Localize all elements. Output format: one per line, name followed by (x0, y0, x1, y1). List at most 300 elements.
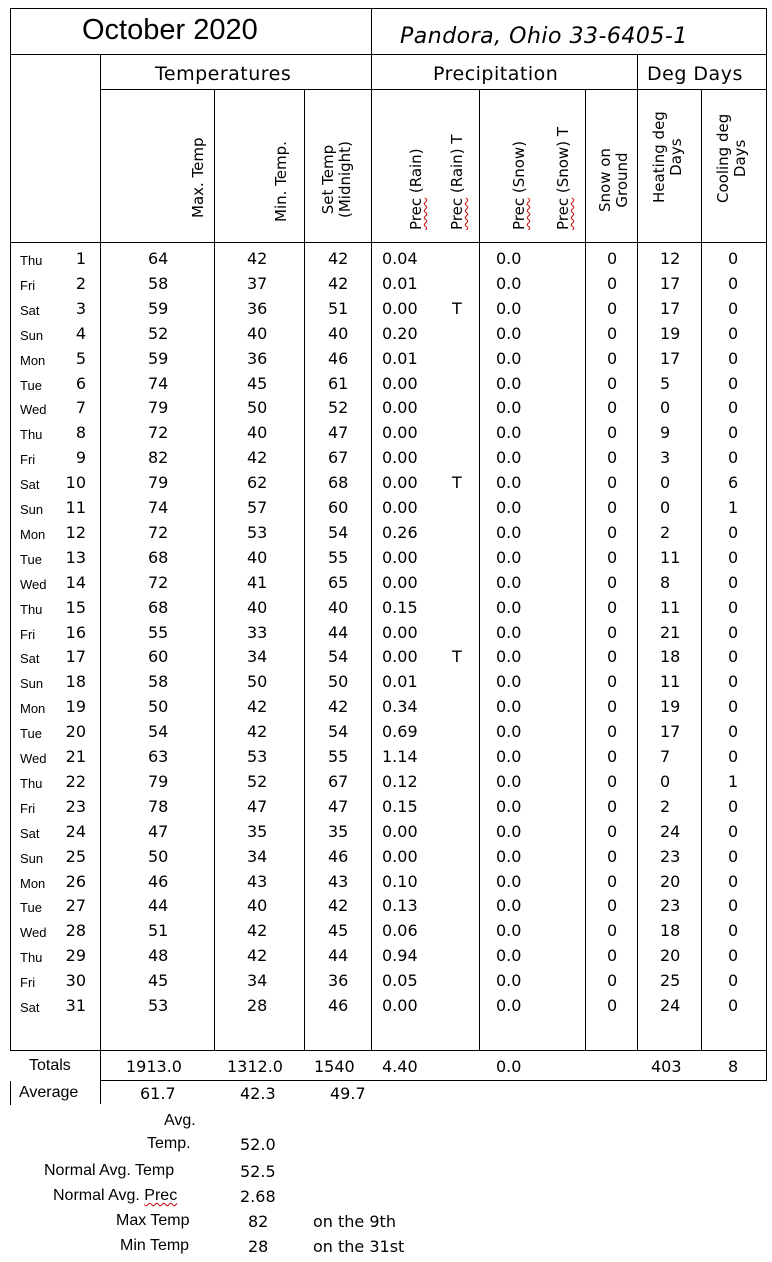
cell-max: 72 (148, 423, 169, 443)
table-row (0, 521, 772, 545)
cell-min: 28 (247, 996, 268, 1015)
cell-hdd: 18 (660, 921, 681, 941)
cell-set: 42 (328, 249, 349, 268)
cell-day: 28 (65, 921, 86, 941)
cell-rain: 0.00 (382, 473, 418, 493)
cell-cdd: 0 (728, 572, 739, 592)
table-row (0, 795, 772, 819)
cell-min: 50 (247, 672, 268, 692)
cell-min: 42 (247, 921, 268, 941)
cell-day: 17 (65, 647, 86, 667)
cell-rain: 0.00 (382, 622, 418, 642)
table-row (0, 919, 772, 943)
cell-hdd: 23 (660, 896, 681, 916)
cell-hdd: 8 (660, 572, 671, 592)
cell-hdd: 17 (660, 722, 681, 742)
summary-min-note: on the 31st (313, 1237, 405, 1256)
summary-avg-label-2: Temp. (147, 1135, 191, 1152)
cell-rain-t: T (452, 473, 462, 493)
cell-dow: Fri (20, 626, 36, 642)
cell-snow: 0.0 (496, 622, 522, 642)
cell-day: 21 (65, 747, 86, 766)
cell-ground: 0 (607, 946, 618, 966)
cell-day: 26 (65, 871, 86, 891)
cell-dow: Thu (20, 427, 43, 443)
cell-min: 37 (247, 273, 268, 293)
cell-rain: 0.94 (382, 946, 418, 966)
cell-ground: 0 (607, 896, 618, 916)
cell-max: 72 (148, 522, 169, 542)
cell-min: 33 (247, 622, 268, 642)
cell-day: 5 (75, 348, 86, 368)
cell-cdd: 0 (728, 821, 739, 841)
cell-snow: 0.0 (496, 697, 522, 717)
cell-max: 58 (148, 672, 169, 692)
cell-rain: 0.01 (382, 348, 418, 368)
rule-header-bottom (10, 242, 767, 243)
cell-max: 46 (148, 871, 169, 891)
cell-set: 47 (328, 796, 349, 816)
average-max: 61.7 (140, 1084, 176, 1103)
table-row (0, 745, 772, 769)
cell-cdd: 0 (728, 996, 739, 1015)
cell-snow: 0.0 (496, 547, 522, 567)
station-name: Pandora, Ohio 33-6405-1 (400, 24, 688, 49)
cell-hdd: 2 (660, 796, 671, 816)
cell-rain: 0.00 (382, 846, 418, 866)
cell-ground: 0 (607, 821, 618, 841)
cell-dow: Sun (20, 676, 44, 692)
cell-dow: Sat (20, 1000, 40, 1015)
cell-rain: 0.10 (382, 871, 418, 891)
cell-hdd: 25 (660, 971, 681, 991)
cell-hdd: 17 (660, 298, 681, 318)
cell-min: 34 (247, 647, 268, 667)
cell-hdd: 5 (660, 373, 671, 393)
cell-min: 35 (247, 821, 268, 841)
cell-snow: 0.0 (496, 672, 522, 692)
cell-set: 61 (328, 373, 349, 393)
cell-ground: 0 (607, 971, 618, 991)
cell-hdd: 12 (660, 249, 681, 268)
cell-day: 4 (75, 323, 86, 343)
table-row (0, 695, 772, 719)
table-row (0, 446, 772, 470)
cell-min: 42 (247, 448, 268, 468)
totals-max: 1913.0 (126, 1057, 182, 1076)
cell-cdd: 0 (728, 348, 739, 368)
cell-max: 51 (148, 921, 169, 941)
cell-set: 67 (328, 771, 349, 791)
cell-rain: 0.26 (382, 522, 418, 542)
cell-ground: 0 (607, 522, 618, 542)
cell-set: 42 (328, 697, 349, 717)
cell-hdd: 20 (660, 946, 681, 966)
cell-rain: 0.00 (382, 298, 418, 318)
col-header-cooling-deg-days: Cooling deg Days (714, 113, 749, 203)
totals-label: Totals (29, 1057, 71, 1074)
cell-cdd: 0 (728, 672, 739, 692)
cell-snow: 0.0 (496, 921, 522, 941)
cell-day: 25 (65, 846, 86, 866)
summary-min-value: 28 (248, 1237, 269, 1256)
cell-min: 42 (247, 249, 268, 268)
cell-snow: 0.0 (496, 996, 522, 1015)
cell-min: 40 (247, 896, 268, 916)
cell-snow: 0.0 (496, 597, 522, 617)
table-row (0, 894, 772, 918)
cell-hdd: 0 (660, 473, 671, 493)
cell-dow: Wed (20, 576, 47, 592)
cell-cdd: 0 (728, 647, 739, 667)
cell-set: 60 (328, 498, 349, 517)
cell-dow: Thu (20, 775, 43, 791)
summary-normal-prec-label: Normal Avg. Prec (53, 1187, 178, 1204)
cell-cdd: 0 (728, 398, 739, 418)
report-title: October 2020 (82, 14, 258, 46)
cell-ground: 0 (607, 423, 618, 443)
rule-top (10, 8, 767, 9)
cell-dow: Fri (20, 452, 36, 468)
cell-snow: 0.0 (496, 448, 522, 468)
cell-rain: 0.34 (382, 697, 418, 717)
totals-hdd: 403 (651, 1057, 682, 1076)
cell-snow: 0.0 (496, 398, 522, 418)
cell-hdd: 21 (660, 622, 681, 642)
col-header-prec-snow: Prec (Snow) (510, 140, 528, 230)
cell-day: 14 (65, 572, 86, 592)
cell-day: 7 (75, 398, 86, 418)
cell-day: 20 (65, 722, 86, 742)
cell-set: 44 (328, 946, 349, 966)
cell-set: 54 (328, 522, 349, 542)
summary-normal-temp-label: Normal Avg. Temp (44, 1162, 175, 1179)
cell-min: 45 (247, 373, 268, 393)
cell-cdd: 0 (728, 896, 739, 916)
table-row (0, 944, 772, 968)
cell-day: 23 (65, 796, 86, 816)
cell-min: 47 (247, 796, 268, 816)
cell-min: 36 (247, 348, 268, 368)
col-header-prec-snow-trace: Prec (Snow) T (554, 127, 572, 230)
rule-group-bottom (100, 89, 767, 90)
table-row (0, 496, 772, 520)
cell-min: 42 (247, 722, 268, 742)
cell-cdd: 6 (728, 473, 739, 493)
table-row (0, 247, 772, 271)
cell-hdd: 18 (660, 647, 681, 667)
table-row (0, 396, 772, 420)
cell-hdd: 23 (660, 846, 681, 866)
cell-ground: 0 (607, 747, 618, 766)
cell-set: 54 (328, 647, 349, 667)
cell-max: 74 (148, 498, 169, 517)
cell-day: 29 (65, 946, 86, 966)
table-row (0, 322, 772, 346)
cell-dow: Fri (20, 277, 36, 293)
cell-day: 22 (65, 771, 86, 791)
cell-rain: 0.00 (382, 647, 418, 667)
cell-day: 6 (75, 373, 86, 393)
cell-set: 55 (328, 547, 349, 567)
cell-min: 40 (247, 323, 268, 343)
cell-set: 42 (328, 273, 349, 293)
cell-ground: 0 (607, 572, 618, 592)
cell-snow: 0.0 (496, 473, 522, 493)
cell-cdd: 0 (728, 697, 739, 717)
cell-day: 11 (65, 498, 86, 517)
cell-dow: Sat (20, 477, 40, 493)
cell-set: 40 (328, 323, 349, 343)
group-deg-days: Deg Days (647, 63, 743, 85)
cell-snow: 0.0 (496, 572, 522, 592)
summary-normal-temp-value: 52.5 (240, 1162, 276, 1181)
cell-dow: Thu (20, 950, 43, 966)
cell-max: 60 (148, 647, 169, 667)
cell-dow: Mon (20, 701, 46, 717)
cell-hdd: 0 (660, 771, 671, 791)
col-header-prec-rain: Prec (Rain) (407, 148, 425, 230)
cell-min: 53 (247, 522, 268, 542)
cell-max: 79 (148, 398, 169, 418)
cell-day: 2 (75, 273, 86, 293)
cell-set: 35 (328, 821, 349, 841)
cell-rain: 0.04 (382, 249, 418, 268)
cell-min: 57 (247, 498, 268, 517)
cell-dow: Wed (20, 402, 47, 418)
cell-rain: 0.69 (382, 722, 418, 742)
cell-cdd: 0 (728, 448, 739, 468)
table-row (0, 471, 772, 495)
cell-cdd: 1 (728, 771, 739, 791)
summary-max-value: 82 (248, 1212, 269, 1231)
cell-day: 13 (65, 547, 86, 567)
cell-hdd: 19 (660, 697, 681, 717)
cell-snow: 0.0 (496, 498, 522, 517)
cell-set: 46 (328, 348, 349, 368)
cell-ground: 0 (607, 373, 618, 393)
cell-snow: 0.0 (496, 647, 522, 667)
cell-cdd: 0 (728, 423, 739, 443)
table-row (0, 969, 772, 993)
cell-max: 64 (148, 249, 169, 268)
cell-snow: 0.0 (496, 971, 522, 991)
cell-rain: 1.14 (382, 747, 418, 766)
cell-max: 50 (148, 697, 169, 717)
cell-rain: 0.13 (382, 896, 418, 916)
summary-max-note: on the 9th (313, 1212, 396, 1231)
col-header-max-temp: Max. Temp (189, 137, 207, 218)
cell-min: 36 (247, 298, 268, 318)
cell-dow: Wed (20, 751, 47, 766)
cell-ground: 0 (607, 771, 618, 791)
cell-min: 40 (247, 597, 268, 617)
cell-min: 34 (247, 846, 268, 866)
cell-set: 47 (328, 423, 349, 443)
cell-snow: 0.0 (496, 273, 522, 293)
cell-dow: Mon (20, 875, 46, 891)
cell-hdd: 0 (660, 398, 671, 418)
cell-cdd: 0 (728, 846, 739, 866)
cell-day: 31 (65, 996, 86, 1015)
cell-snow: 0.0 (496, 796, 522, 816)
cell-rain: 0.00 (382, 572, 418, 592)
cell-dow: Tue (20, 900, 42, 916)
cell-cdd: 0 (728, 796, 739, 816)
cell-cdd: 0 (728, 946, 739, 966)
table-row (0, 994, 772, 1018)
cell-max: 79 (148, 473, 169, 493)
average-label: Average (19, 1084, 79, 1101)
cell-ground: 0 (607, 473, 618, 493)
cell-snow: 0.0 (496, 522, 522, 542)
cell-min: 41 (247, 572, 268, 592)
cell-dow: Sat (20, 651, 40, 667)
cell-rain: 0.01 (382, 273, 418, 293)
cell-day: 8 (75, 423, 86, 443)
cell-dow: Thu (20, 601, 43, 617)
cell-dow: Tue (20, 551, 42, 567)
table-row (0, 546, 772, 570)
cell-dow: Mon (20, 352, 46, 368)
cell-dow: Sat (20, 302, 40, 318)
cell-rain: 0.20 (382, 323, 418, 343)
cell-cdd: 0 (728, 273, 739, 293)
cell-rain: 0.06 (382, 921, 418, 941)
cell-min: 43 (247, 871, 268, 891)
table-row (0, 372, 772, 396)
cell-ground: 0 (607, 672, 618, 692)
col-header-heating-deg-days: Heating deg Days (650, 111, 685, 203)
cell-ground: 0 (607, 398, 618, 418)
cell-cdd: 0 (728, 323, 739, 343)
group-precipitation: Precipitation (433, 63, 559, 85)
cell-max: 79 (148, 771, 169, 791)
rule-totals-bottom (100, 1080, 767, 1081)
cell-max: 52 (148, 323, 169, 343)
cell-hdd: 24 (660, 996, 681, 1015)
cell-ground: 0 (607, 921, 618, 941)
cell-cdd: 0 (728, 547, 739, 567)
cell-max: 59 (148, 348, 169, 368)
cell-hdd: 20 (660, 871, 681, 891)
table-row (0, 670, 772, 694)
cell-hdd: 7 (660, 747, 671, 766)
cell-set: 40 (328, 597, 349, 617)
cell-max: 53 (148, 996, 169, 1015)
cell-ground: 0 (607, 647, 618, 667)
cell-min: 62 (247, 473, 268, 493)
table-row (0, 347, 772, 371)
cell-ground: 0 (607, 846, 618, 866)
cell-cdd: 0 (728, 871, 739, 891)
cell-hdd: 9 (660, 423, 671, 443)
table-row (0, 621, 772, 645)
cell-dow: Wed (20, 925, 47, 941)
cell-rain-t: T (452, 298, 462, 318)
cell-set: 65 (328, 572, 349, 592)
cell-cdd: 0 (728, 597, 739, 617)
rule-title-bottom (10, 54, 767, 55)
cell-set: 50 (328, 672, 349, 692)
cell-ground: 0 (607, 249, 618, 268)
cell-hdd: 3 (660, 448, 671, 468)
cell-snow: 0.0 (496, 348, 522, 368)
cell-dow: Tue (20, 726, 42, 742)
col-header-set-temp: Set Temp (Midnight) (319, 141, 354, 218)
cell-hdd: 11 (660, 547, 681, 567)
cell-rain: 0.00 (382, 398, 418, 418)
summary-normal-prec-value: 2.68 (240, 1187, 276, 1206)
cell-snow: 0.0 (496, 946, 522, 966)
cell-rain: 0.15 (382, 597, 418, 617)
table-row (0, 272, 772, 296)
cell-day: 3 (75, 298, 86, 318)
cell-max: 78 (148, 796, 169, 816)
average-min: 42.3 (240, 1084, 276, 1103)
cell-ground: 0 (607, 796, 618, 816)
cell-set: 44 (328, 622, 349, 642)
cell-max: 72 (148, 572, 169, 592)
cell-snow: 0.0 (496, 771, 522, 791)
cell-hdd: 2 (660, 522, 671, 542)
cell-rain: 0.00 (382, 996, 418, 1015)
cell-min: 34 (247, 971, 268, 991)
cell-set: 67 (328, 448, 349, 468)
cell-cdd: 0 (728, 971, 739, 991)
cell-cdd: 0 (728, 373, 739, 393)
table-row (0, 297, 772, 321)
cell-ground: 0 (607, 547, 618, 567)
cell-min: 40 (247, 547, 268, 567)
cell-dow: Thu (20, 253, 43, 268)
cell-max: 50 (148, 846, 169, 866)
cell-cdd: 0 (728, 622, 739, 642)
cell-dow: Tue (20, 377, 42, 393)
table-row (0, 720, 772, 744)
cell-ground: 0 (607, 722, 618, 742)
cell-max: 59 (148, 298, 169, 318)
cell-ground: 0 (607, 348, 618, 368)
cell-day: 19 (65, 697, 86, 717)
cell-day: 12 (65, 522, 86, 542)
cell-min: 42 (247, 946, 268, 966)
cell-cdd: 0 (728, 921, 739, 941)
cell-rain: 0.01 (382, 672, 418, 692)
cell-day: 27 (65, 896, 86, 916)
cell-cdd: 0 (728, 249, 739, 268)
cell-max: 55 (148, 622, 169, 642)
cell-rain: 0.00 (382, 821, 418, 841)
cell-ground: 0 (607, 448, 618, 468)
cell-snow: 0.0 (496, 896, 522, 916)
cell-max: 44 (148, 896, 169, 916)
col-header-snow-on-ground: Snow on Ground (596, 148, 631, 212)
table-row (0, 870, 772, 894)
cell-set: 54 (328, 722, 349, 742)
cell-max: 82 (148, 448, 169, 468)
cell-rain: 0.15 (382, 796, 418, 816)
cell-min: 52 (247, 771, 268, 791)
cell-day: 16 (65, 622, 86, 642)
totals-rain: 4.40 (382, 1057, 418, 1076)
cell-hdd: 17 (660, 273, 681, 293)
cell-set: 46 (328, 846, 349, 866)
group-temperatures: Temperatures (155, 63, 292, 85)
totals-cdd: 8 (728, 1057, 739, 1076)
cell-set: 46 (328, 996, 349, 1015)
table-row (0, 645, 772, 669)
